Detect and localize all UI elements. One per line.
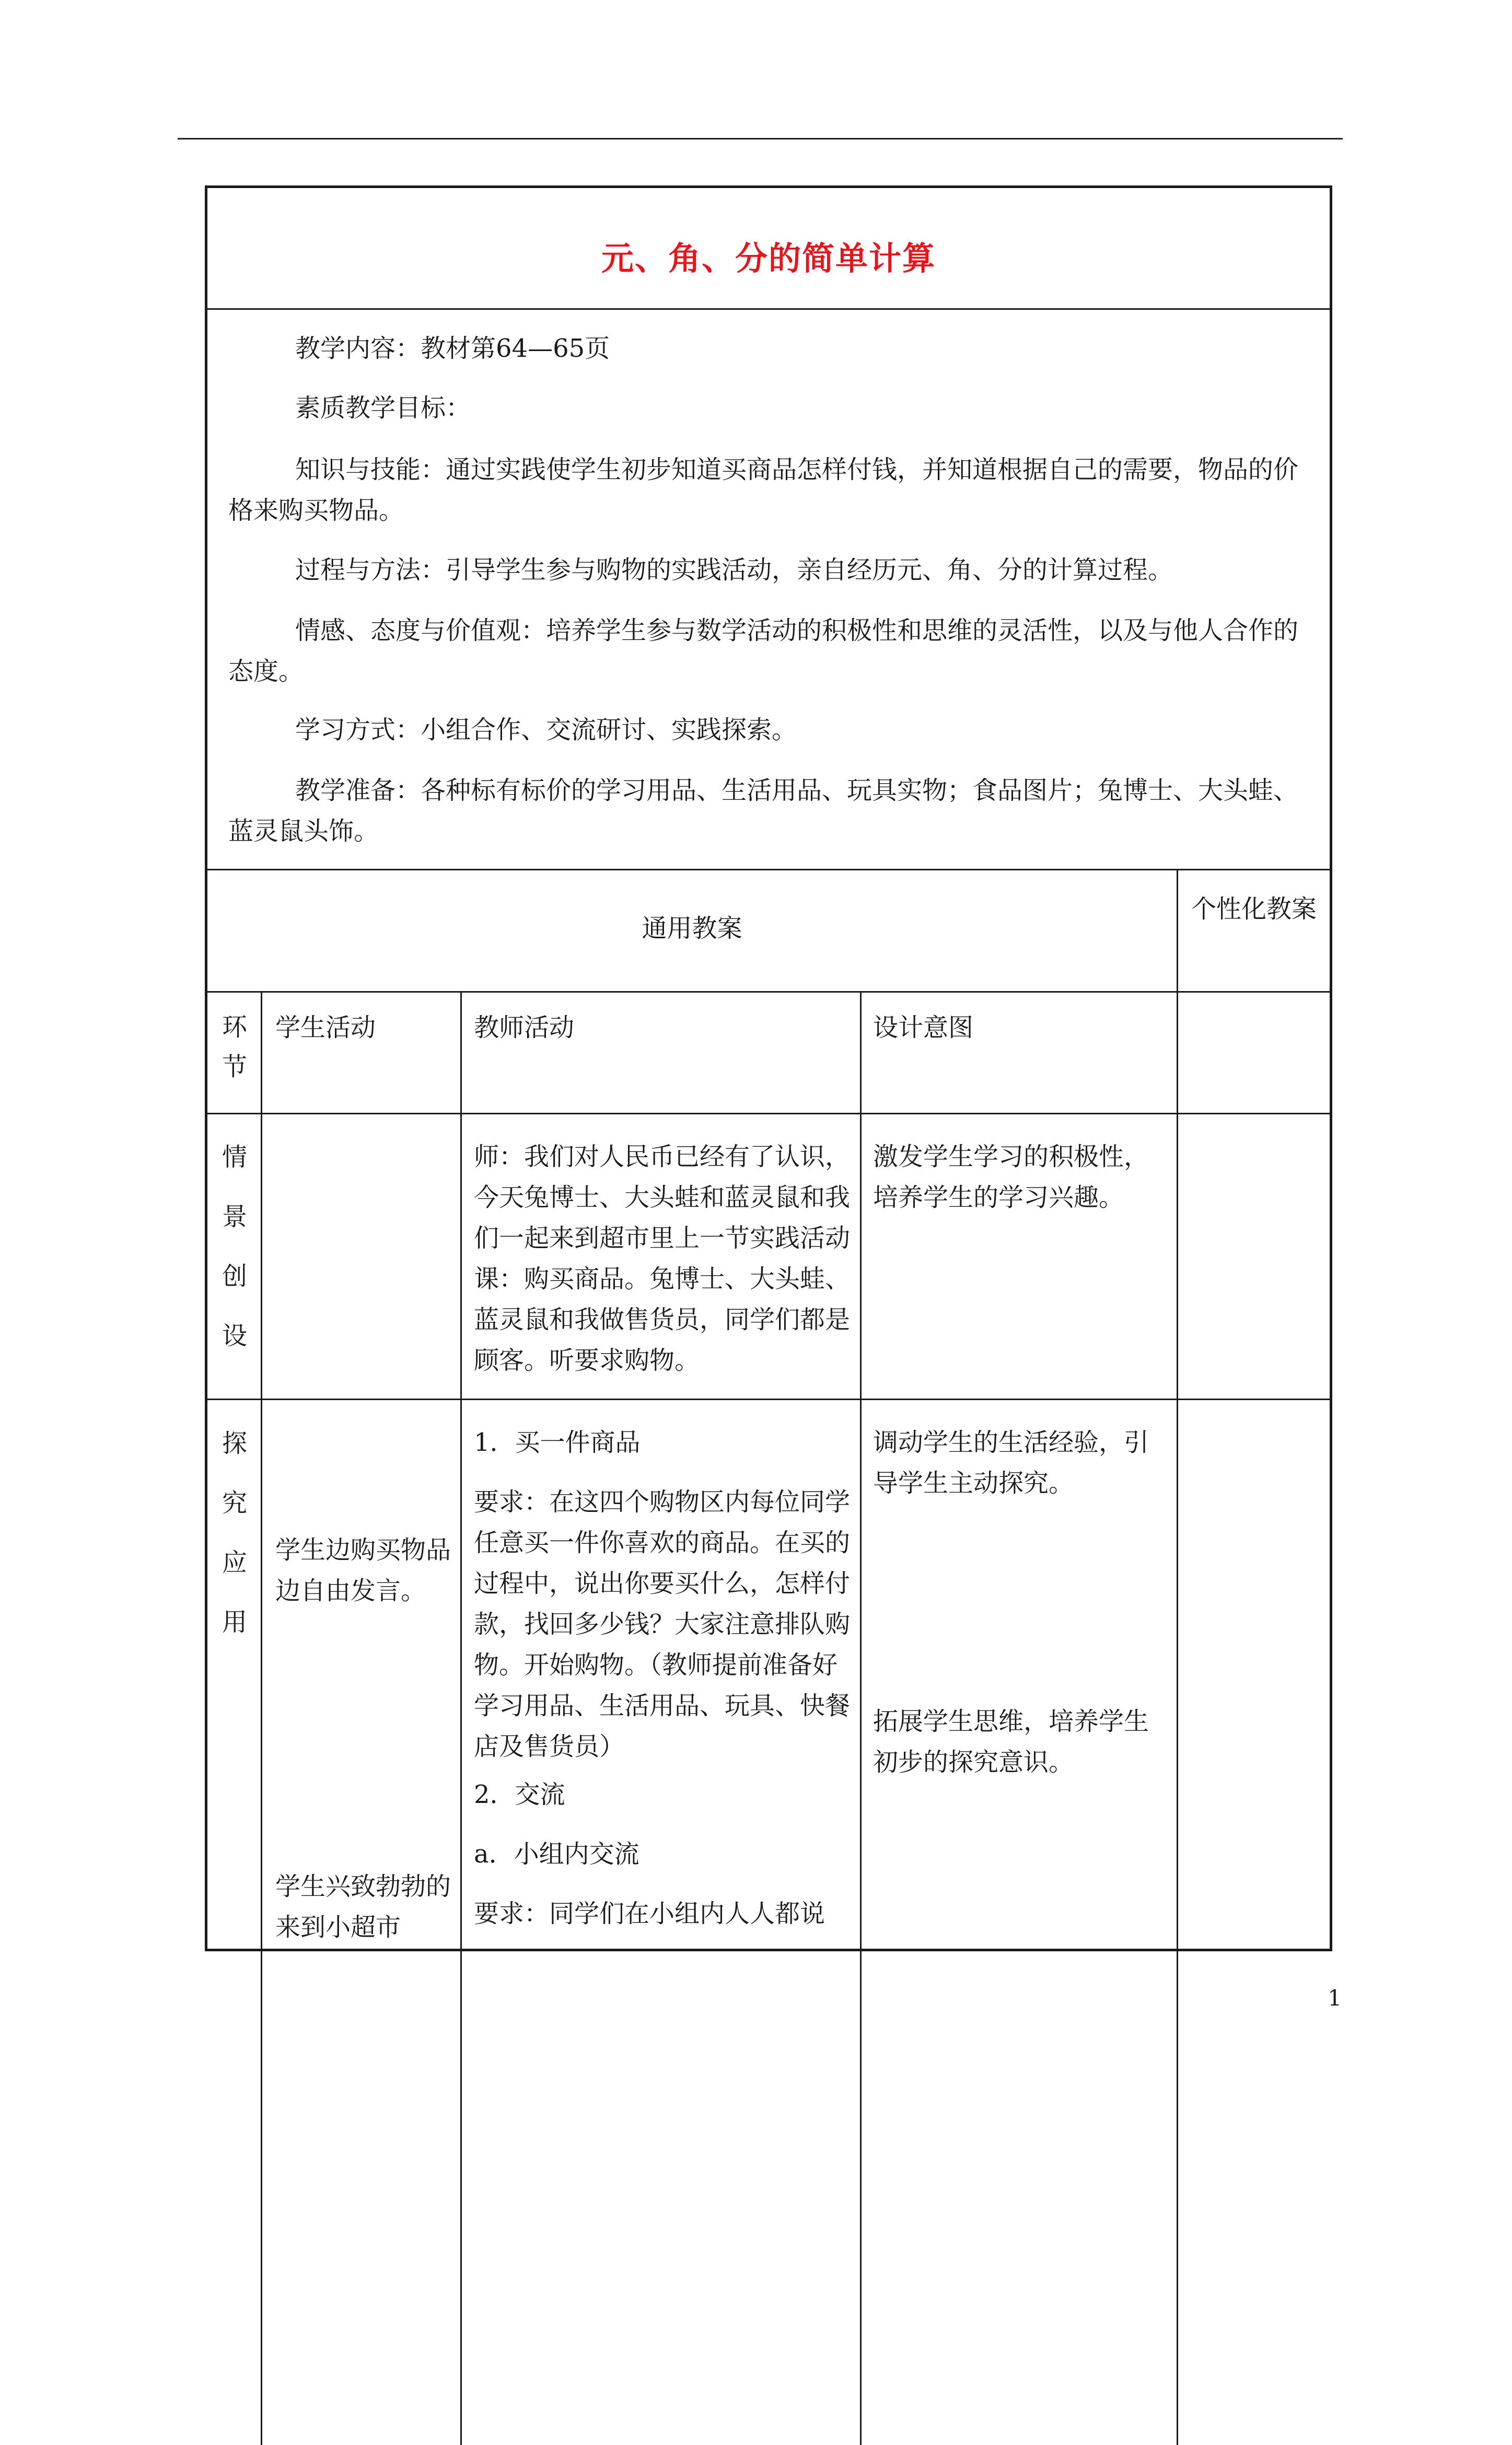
design-intent-explore-2: 拓展学生思维，培养学生初步的探究意识。 <box>873 1707 1149 1777</box>
intro-prep: 教学准备：各种标有标价的学习用品、生活用品、玩具实物；食品图片；兔博士、大头蛙、蓝灵鼠头饰。 <box>228 776 1299 846</box>
divider <box>207 1113 1330 1114</box>
intro-knowledge: 知识与技能：通过实践使学生初步知道买商品怎样付钱，并知道根据自己的需要，物品的价格来购买物品。 <box>228 455 1299 525</box>
teacher-activity-scenario: 师：我们对人民币已经有了认识，今天兔博士、大头蛙和蓝灵鼠和我们一起来到超市里上一节实践活动课：购买商品。兔博士、大头蛙、蓝灵鼠和我做售货员，同学们都是顾客。听要求购物。 <box>474 1142 851 1375</box>
page-number: 1 <box>1328 1985 1342 2011</box>
divider <box>207 1399 1330 1400</box>
teacher-activity-explore-2: 要求：在这四个购物区内每位同学任意买一件你喜欢的商品。在买的过程中，说出你要买什么，怎样付款，找回多少钱？大家注意排队购物。开始购物。（教师提前准备好学习用品、生活用品、玩具、快餐店及售货员） <box>474 1487 851 1761</box>
stage-label-explore: 探 究 应 用 <box>222 1429 247 1637</box>
design-intent-header: 设计意图 <box>873 1013 974 1042</box>
divider <box>460 991 462 2445</box>
divider <box>860 991 862 2445</box>
intro-goals: 素质教学目标： <box>295 393 471 423</box>
student-activity-explore-2: 学生兴致勃勃的来到小超市 <box>275 1872 451 1942</box>
general-plan-header: 通用教案 <box>642 914 742 943</box>
divider <box>261 991 262 2445</box>
student-activity-header: 学生活动 <box>275 1013 376 1042</box>
intro-emotion: 情感、态度与价值观：培养学生参与数学活动的积极性和思维的灵活性，以及与他人合作的态度。 <box>228 616 1299 686</box>
personal-plan-header: 个性化教案 <box>1191 894 1317 924</box>
teacher-activity-explore-1: 1．买一件商品 <box>474 1428 641 1457</box>
teacher-activity-explore-5: 要求：同学们在小组内人人都说 <box>474 1899 825 1928</box>
stage-header: 环 节 <box>222 1012 247 1081</box>
header-rule <box>178 138 1343 139</box>
teacher-activity-explore-3: 2．交流 <box>474 1780 565 1809</box>
divider <box>207 991 1330 993</box>
document-title: 元、角、分的简单计算 <box>601 239 936 277</box>
intro-process: 过程与方法：引导学生参与购物的实践活动，亲自经历元、角、分的计算过程。 <box>295 555 1173 585</box>
teacher-activity-header: 教师活动 <box>474 1013 575 1042</box>
divider <box>1177 869 1178 2445</box>
divider <box>207 869 1330 870</box>
intro-content: 教学内容：教材第64—65页 <box>295 334 610 363</box>
stage-label-scenario: 情 景 创 设 <box>222 1143 247 1350</box>
teacher-activity-explore-4: a．小组内交流 <box>474 1839 639 1869</box>
student-activity-explore-1: 学生边购买物品边自由发言。 <box>275 1535 451 1605</box>
divider <box>207 308 1330 310</box>
design-intent-explore-1: 调动学生的生活经验，引导学生主动探究。 <box>873 1428 1149 1498</box>
lesson-plan-table <box>205 185 1332 1951</box>
intro-method: 学习方式：小组合作、交流研讨、实践探索。 <box>295 715 797 744</box>
design-intent-scenario: 激发学生学习的积极性，培养学生的学习兴趣。 <box>873 1142 1149 1212</box>
